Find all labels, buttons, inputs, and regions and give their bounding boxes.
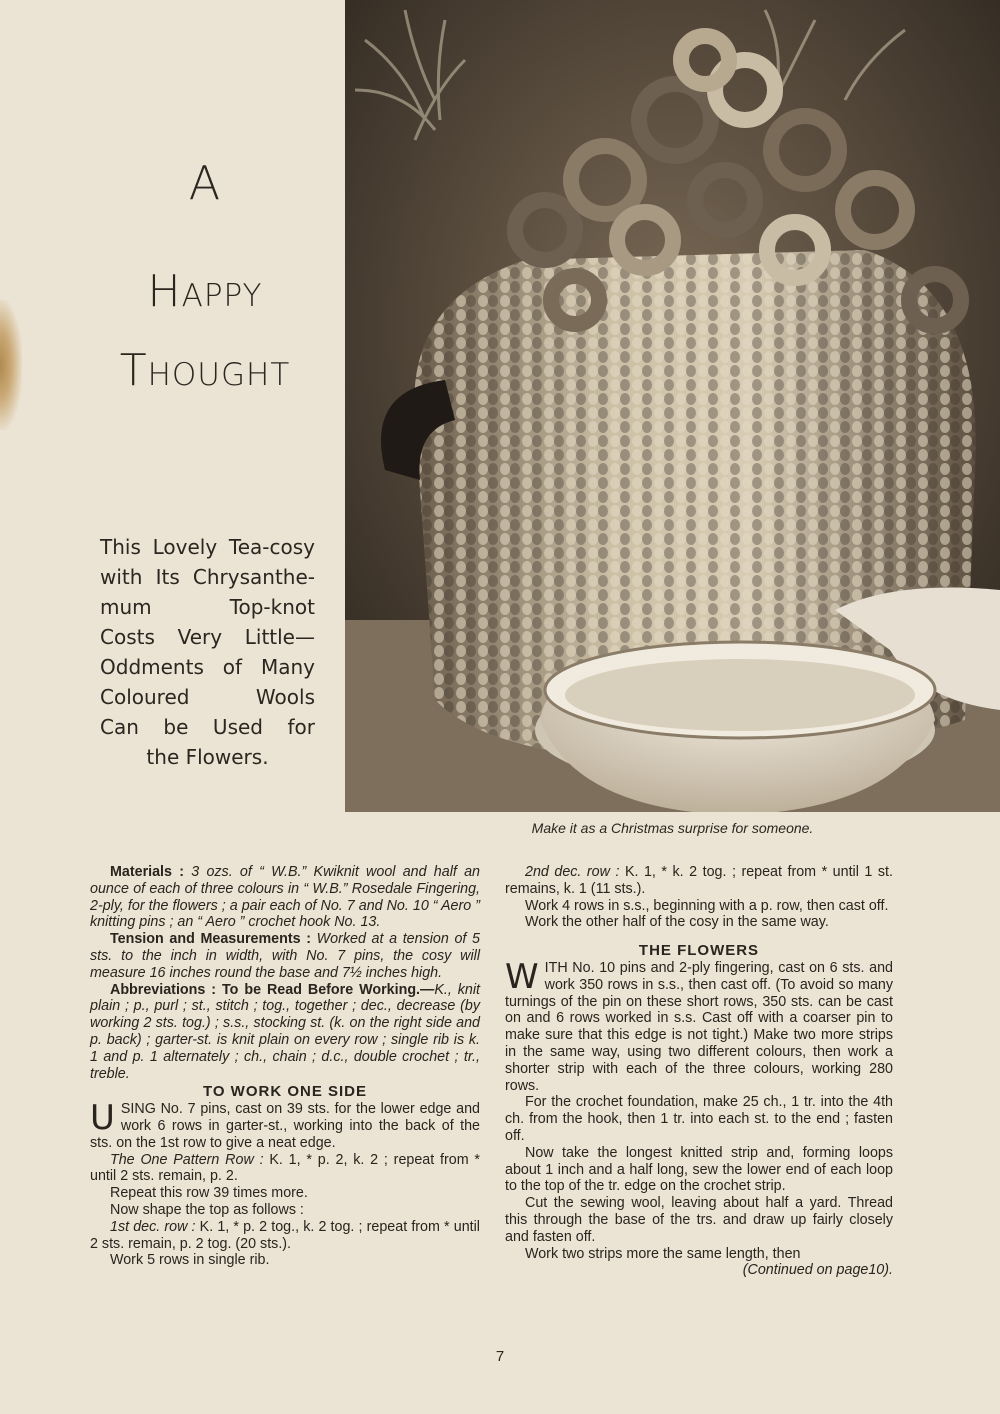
pattern-row-label: The One Pattern Row : xyxy=(110,1151,264,1168)
subtitle-line: Can be Used for xyxy=(100,715,315,739)
subtitle-line: Coloured Wools xyxy=(100,685,315,709)
subtitle-line: Costs Very Little— xyxy=(100,625,315,649)
subtitle-line: Oddments of Many xyxy=(100,655,315,679)
materials-text: 3 ozs. of “ W.B.” Kwiknit wool and half an ounce of each of three colours in “ W.B.” Rosedale Fingering, 2-ply, for the flowers ; a pair each of No. 7 and No. 10 “ Aero ” knitting pins ; an “ Aero ” crochet hook No. 13. xyxy=(90,864,480,931)
photo-caption: Make it as a Christmas surprise for someone. xyxy=(531,820,814,836)
right-column xyxy=(505,864,893,1279)
section-heading-one-side: TO WORK ONE SIDE xyxy=(202,1083,368,1101)
two-strips-text: Work two strips more the same length, then xyxy=(525,1245,801,1262)
cut-text: Cut the sewing wool, leaving about half a yard. Thread this through the base of the trs. and draw up fairly closely and fasten off. xyxy=(505,1195,893,1245)
drop-cap: W xyxy=(505,956,539,997)
shape-text: Now shape the top as follows : xyxy=(110,1201,304,1218)
continued-note: (Continued on page10). xyxy=(742,1262,893,1279)
crochet-text: For the crochet foundation, make 25 ch., 1 tr. into the 4th ch. from the hook, then 1 tr. into each st. to the end ; fasten off. xyxy=(505,1094,893,1144)
subtitle-line: the Flowers. xyxy=(146,745,269,769)
subtitle-line: with Its Chrysanthe- xyxy=(100,565,315,589)
abbreviations-text: K., knit plain ; p., purl ; st., stitch ; tog., together ; dec., decrease (by working 2 sts. tog.) ; s.s., stocking st. (k. on the right side and p. back) ; garter-st. is knit plain on every row ; single rib is k. 1 and p. 1 alternately ; ch., chain ; d.c., double crochet ; tr., treble. xyxy=(90,981,481,1082)
title-line-3: Thought xyxy=(119,345,291,396)
paper-stain xyxy=(0,300,22,430)
page-title xyxy=(60,156,350,396)
dec1-text: K. 1, * p. 2 tog., k. 2 tog. ; repeat from * until 2 sts. remain, p. 2 tog. (20 sts.). xyxy=(90,1218,480,1252)
subtitle-line: This Lovely Tea-cosy xyxy=(100,535,315,559)
page-number: 7 xyxy=(495,1348,505,1365)
tea-cosy-photo xyxy=(345,0,1000,812)
title-line-2: Happy xyxy=(147,266,263,317)
one-side-intro: SING No. 7 pins, cast on 39 sts. for the lower edge and work 6 rows in garter-st., working into the back of the sts. on the 1st row to give a neat edge. xyxy=(90,1101,480,1151)
dec2-text: K. 1, * k. 2 tog. ; repeat from * until 1 st. remains, k. 1 (11 sts.). xyxy=(505,864,893,897)
materials-label: Materials : xyxy=(110,864,184,880)
subtitle xyxy=(100,532,315,772)
drop-cap: U xyxy=(90,1098,115,1139)
tension-text: Worked at a tension of 5 sts. to the inch in width, with No. 7 pins, the cosy will measure 16 inches round the base and 7½ inches high. xyxy=(90,931,480,981)
tension-label: Tension and Measurements : xyxy=(110,931,311,948)
rib-text: Work 5 rows in single rib. xyxy=(110,1252,270,1269)
flowers-intro: ITH No. 10 pins and 2-ply fingering, cast on 6 sts. and work 350 rows in s.s., then cast off. (To avoid so many turnings of the pin on these short rows, 350 sts. can be cast on and 6 rows worked in s.s. Cast off with a coarser pin to make sure that this edge is not tight.) Make two more strips in the same way, using two different colours, then work a shorter strip with each of the three colours, working 280 rows. xyxy=(505,959,893,1094)
subtitle-line: mum Top-knot xyxy=(100,595,315,619)
abbreviations-label: Abbreviations : To be Read Before Working.— xyxy=(110,981,435,998)
repeat-text: Repeat this row 39 times more. xyxy=(110,1185,308,1202)
title-line-1: A xyxy=(188,156,222,210)
other-half-text: Work the other half of the cosy in the same way. xyxy=(525,914,829,931)
work4-text: Work 4 rows in s.s., beginning with a p. row, then cast off. xyxy=(525,897,889,914)
loops-text: Now take the longest knitted strip and, forming loops about 1 inch and a half long, sew the lower end of each loop to the top of the tr. edge on the crochet strip. xyxy=(505,1144,893,1195)
left-column xyxy=(90,864,480,1269)
pattern-row-text: K. 1, * p. 2, k. 2 ; repeat from * until 2 sts. remain, p. 2. xyxy=(90,1151,480,1185)
section-heading-flowers: THE FLOWERS xyxy=(638,942,760,960)
dec2-label: 2nd dec. row : xyxy=(525,864,620,880)
dec1-label: 1st dec. row : xyxy=(110,1218,196,1235)
